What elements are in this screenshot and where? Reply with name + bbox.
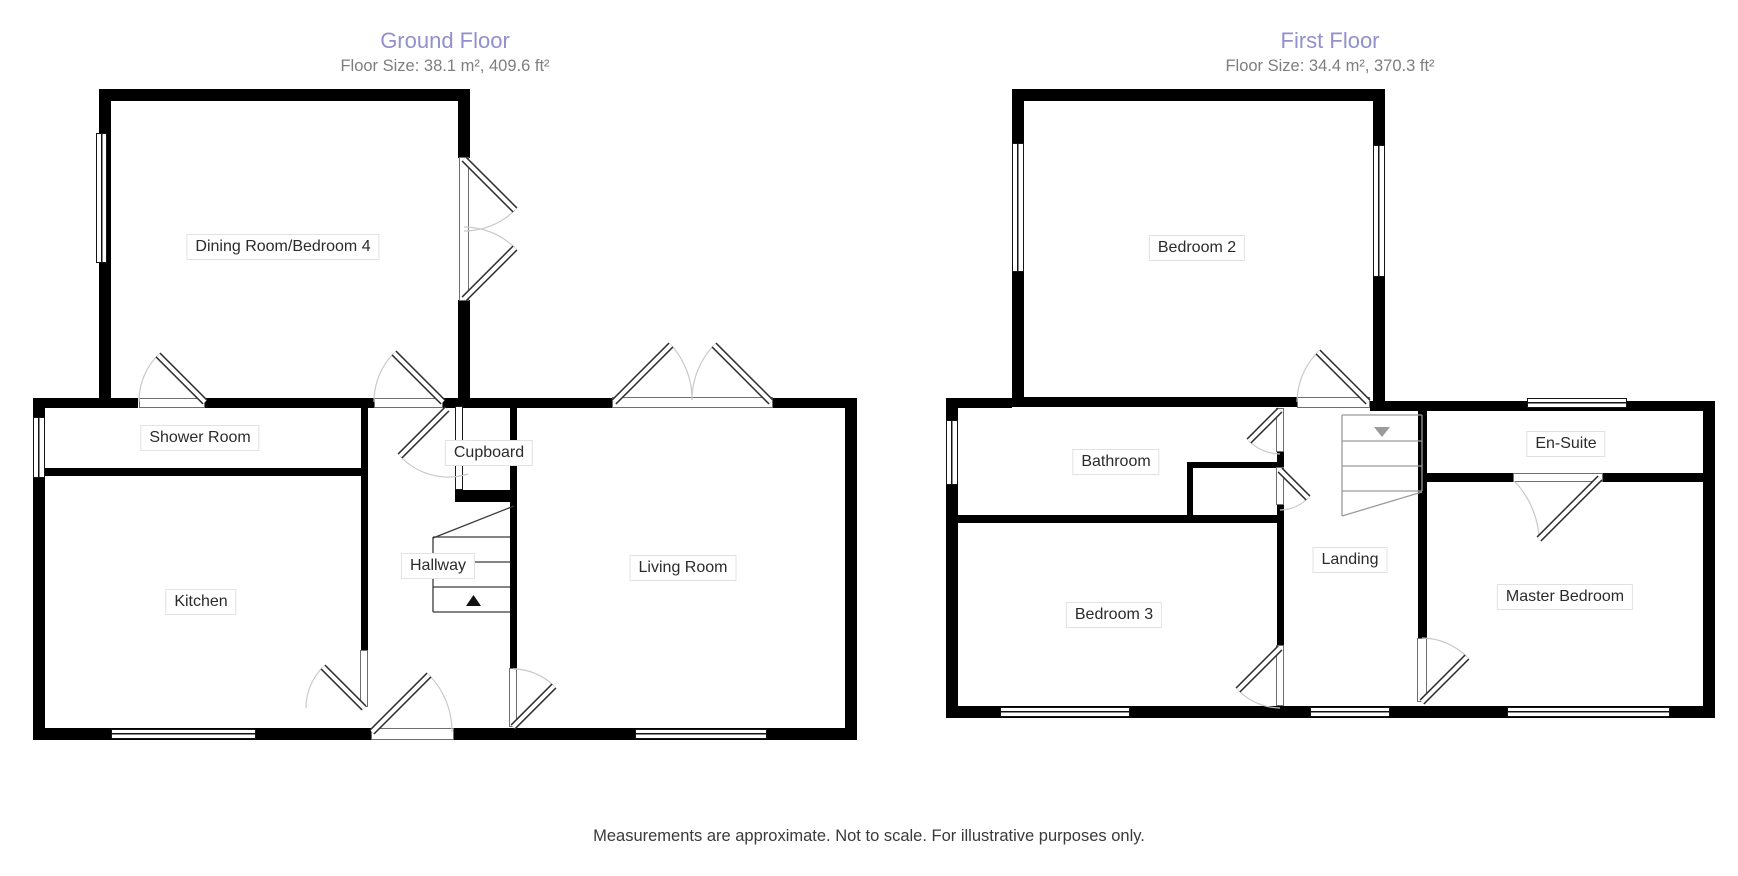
dining-french-doors	[464, 159, 515, 299]
bedroom3-door	[1238, 648, 1280, 708]
bedroom2-door	[1297, 352, 1368, 402]
room-label-dining-room: Dining Room/Bedroom 4	[186, 234, 379, 260]
room-label-landing: Landing	[1313, 547, 1388, 573]
stairs-up-arrow-icon	[466, 595, 481, 606]
shower-room-door	[139, 355, 205, 402]
room-label-cupboard: Cupboard	[445, 440, 533, 466]
hallway-door	[374, 353, 443, 402]
room-label-bedroom3: Bedroom 3	[1066, 602, 1162, 628]
first-floor-size: Floor Size: 34.4 m², 370.3 ft²	[1225, 57, 1435, 75]
ground-floor-title: Ground Floor	[380, 28, 510, 53]
room-label-shower-room: Shower Room	[140, 425, 259, 451]
ensuite-door	[1514, 478, 1600, 539]
living-french-doors	[614, 345, 771, 402]
ground-floor-size: Floor Size: 38.1 m², 409.6 ft²	[340, 57, 550, 75]
front-door	[372, 675, 452, 732]
disclaimer-text: Measurements are approximate. Not to scale. For illustrative purposes only.	[593, 827, 1145, 845]
first-floor-header	[1225, 28, 1434, 76]
landing-cupboard-door	[1280, 470, 1308, 510]
room-label-hallway: Hallway	[401, 553, 475, 579]
room-label-master-bedroom: Master Bedroom	[1497, 584, 1633, 610]
first-floor-stairs	[1342, 415, 1422, 516]
room-label-living-room: Living Room	[630, 555, 737, 581]
room-label-kitchen: Kitchen	[165, 589, 236, 615]
bathroom-door	[1249, 410, 1280, 454]
stairs-down-arrow-icon	[1374, 427, 1390, 437]
first-floor-title: First Floor	[1280, 28, 1380, 53]
room-label-ensuite: En-Suite	[1526, 431, 1605, 457]
room-label-bedroom2: Bedroom 2	[1149, 235, 1245, 261]
room-label-bathroom: Bathroom	[1072, 449, 1159, 475]
master-bedroom-door	[1422, 638, 1467, 702]
living-room-door	[513, 669, 554, 727]
kitchen-door	[306, 667, 364, 708]
ground-floor-header	[340, 28, 549, 76]
